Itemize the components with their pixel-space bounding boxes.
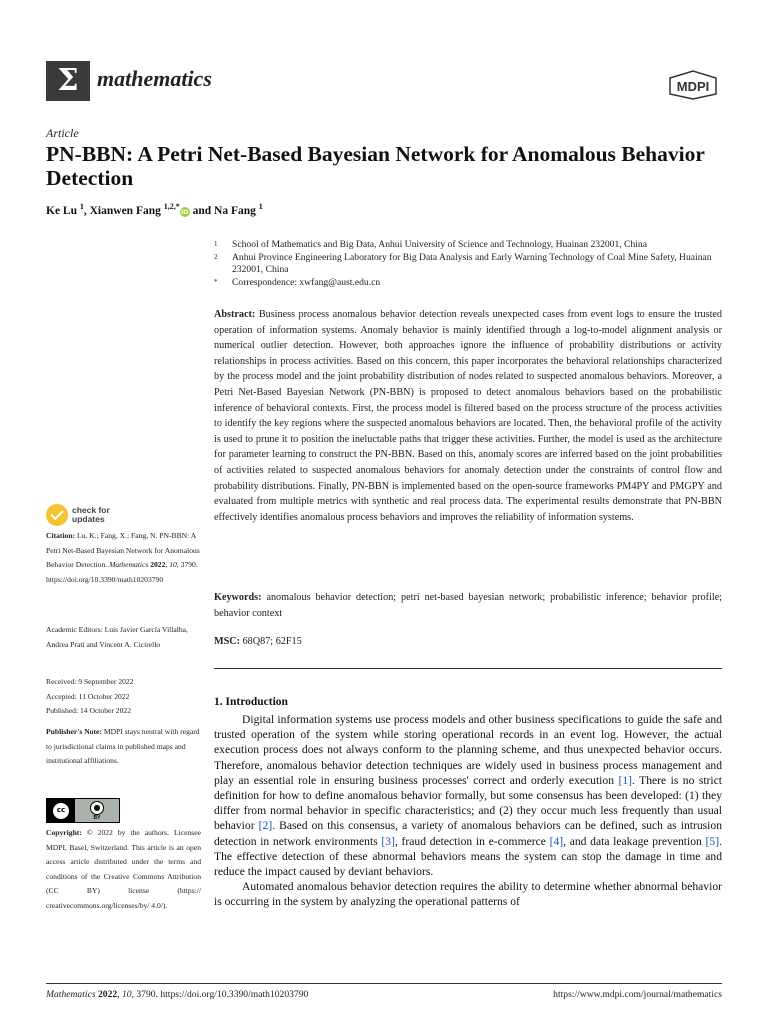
orcid-icon[interactable]: iD xyxy=(180,207,189,216)
academic-editors: Academic Editors: Luis Javier García Villalba, Andrea Prati and Vincent A. Cicirello xyxy=(46,625,188,649)
affiliation-item: 2 Anhui Province Engineering Laboratory for Big Data Analysis and Early Warning Technology of Coal Mine Safety, Huainan 232001, China xyxy=(214,251,712,275)
msc-codes: MSC: 68Q87; 62F15 xyxy=(214,636,302,647)
citation-block: Citation: Lu, K.; Fang, X.; Fang, N. PN-BBN: A Petri Net-Based Bayesian Network for Anomalous Behavior Detection. Mathematics 2022, 10, 3790. https://doi.org/10.3390/math10203790 xyxy=(46,531,200,584)
citation-link[interactable]: [3] xyxy=(381,834,395,848)
section-divider xyxy=(214,668,722,669)
citation-link[interactable]: [4] xyxy=(549,834,564,848)
journal-logo: Σ xyxy=(46,61,90,101)
abstract: Abstract: Business process anomalous behavior detection reveals unexpected cases from event logs to ensure the trusted operation of information systems. Anomaly behavior is mainly identified through a log-to-model alignment analysis or numerical outlier detection. However, both approaches ignore the influence of probability distributions or activity relationships in process activities. Based on this concern, this paper incorporates the behavioral relationships characterized by the process model and the joint probability distribution of nodes related to suspected anomalous behaviors. Moreover, a Petri Net-Based Bayesian Network (PN-BBN) is proposed to detect anomalous behaviors based on the probabilistic inference of behavioral contexts. First, the process model is filtered based on the process structure of the process activities to identify the key regions where the suspected anomalous behaviors are located. Then, the behavioral profile of the activity is used to prune it to position the ineluctable paths that trigger these activities. Further, the model is used as the architecture for parameter learning to construct the PN-BBN. Based on this, anomaly scores are inferred based on the joint probabilities of activities related to suspected anomalous behaviors for anomaly detection under the constraints of control flow and probability distributions. Finally, PN-BBN is implemented based on the open-source frameworks PM4PY and PMGPY and evaluated from multiple metrics with synthetic and real process data. The experimental results demonstrate that PN-BBN effectively identifies anomalous process behaviors and improves the reliability of information systems. xyxy=(214,309,723,523)
cc-license-badge[interactable]: cc ● BY xyxy=(46,798,120,823)
journal-name: mathematics xyxy=(97,66,212,91)
affiliations xyxy=(214,239,722,289)
citation-link[interactable]: [2] xyxy=(258,819,273,833)
svg-text:MDPI: MDPI xyxy=(676,79,710,94)
journal-url-link[interactable]: https://www.mdpi.com/journal/mathematics xyxy=(553,989,722,1000)
author-name: Na Fang xyxy=(214,204,256,217)
dates-block: Received: 9 September 2022 Accepted: 11 October 2022 Published: 14 October 2022 xyxy=(46,677,134,716)
publisher-note: Publisher's Note: MDPI stays neutral with regard to jurisdictional claims in published maps and institutional affiliations. xyxy=(46,727,200,766)
check-for-updates-button[interactable]: check for updates xyxy=(46,504,110,526)
checkmark-icon xyxy=(46,504,68,526)
article-title: PN-BBN: A Petri Net-Based Bayesian Network for Anomalous Behavior Detection xyxy=(46,142,705,190)
article-type: Article xyxy=(46,126,79,140)
copyright-block: Copyright: © 2022 by the authors. Licensee MDPI, Basel, Switzerland. This article is an open access article distributed under the terms and conditions of the Creative Commons Attribution (CC BY) license (https:// creativecommons.org/licenses/by/ 4.0/). xyxy=(46,828,201,910)
affiliation-item: 1 School of Mathematics and Big Data, Anhui University of Science and Technology, Huainan 232001, China xyxy=(214,239,647,250)
introduction-body: Digital information systems use process models and other business specifications to guide the safe and trusted operation of the system while storing operational records in an event log. However, the actual execution process does not always conform to the planning scheme, and thus unexpected behavior occurs. Therefore, anomalous behavior detection techniques are widely used in business process management and play an essential role in ensuring business processes' correct and orderly execution [1]. There is no strict definition for how to define anomalous behavior formally, but some consensus has been developed: (1) they differ from normal behavior in specific characteristics; and (2) they occur much less frequently than usual behavior [2]. Based on this consensus, a variety of anomalous behaviors can be defined, such as intrusion detection in network environments [3], fraud detection in e-commerce [4], and data leakage prevention [5]. The effective detection of these abnormal behaviors means the system can stop the damage in time and reduce the impact caused by deviant behaviors. Automated anomalous behavior detection requires the ability to determine whether abnormal behavior is occurring in the system by analyzing the operational patterns of xyxy=(214,713,723,909)
author-name: Ke Lu xyxy=(46,204,77,217)
author-list: Ke Lu $^1$, Xianwen Fang $^{1,2,*}$iD and Na Fang $^1$ xyxy=(46,202,263,217)
footer-divider xyxy=(46,983,722,984)
attribution-icon: ● xyxy=(90,801,104,815)
keywords: Keywords: anomalous behavior detection; petri net-based bayesian network; probabilistic inference; behavior profile; behavior context xyxy=(214,592,723,619)
mdpi-logo xyxy=(664,70,722,100)
citation-link[interactable]: [5] xyxy=(705,834,720,848)
affiliation-item: * Correspondence: xwfang@aust.edu.cn xyxy=(214,276,381,288)
section-heading: 1. Introduction xyxy=(214,696,288,708)
author-name: Xianwen Fang xyxy=(89,204,161,217)
footer-citation: Mathematics 2022, 10, 3790. https://doi.org/10.3390/math10203790 xyxy=(46,989,309,1000)
citation-link[interactable]: [1] xyxy=(618,773,632,787)
cc-icon: cc xyxy=(52,802,70,820)
